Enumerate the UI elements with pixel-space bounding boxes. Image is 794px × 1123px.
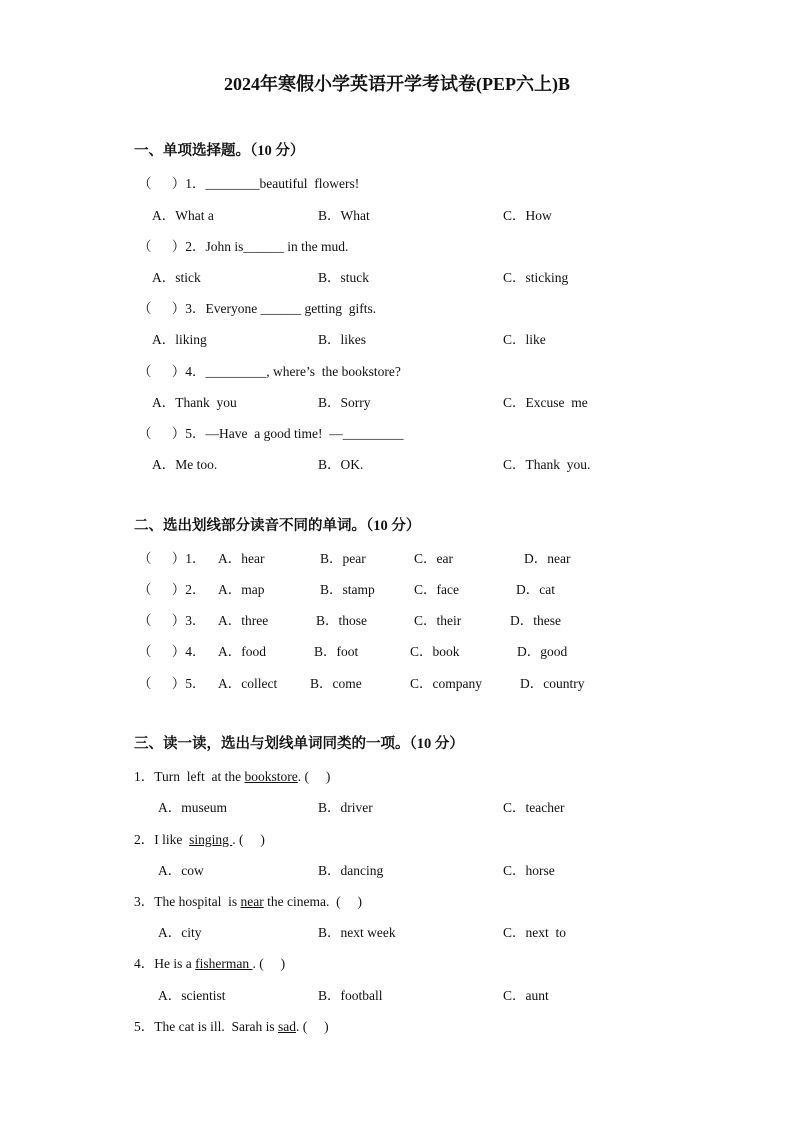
s2-r3-option-d: D．these (510, 613, 561, 628)
s1-q1-option-b: B．What (318, 208, 370, 223)
s2-row-2: （ ）2． (138, 582, 206, 597)
s2-r5-option-a: A．collect (218, 676, 278, 691)
s3-question-2: 2．I like singing . ( ) (134, 832, 265, 847)
s2-r5-option-c: C．company (410, 676, 482, 691)
s1-question-3: （ ）3．Everyone ______ getting gifts. (138, 301, 377, 316)
s1-q2-option-b: B．stuck (318, 270, 370, 285)
s3-q3-option-b: B．next week (318, 925, 396, 940)
s3-q1-option-a: A．museum (158, 800, 227, 815)
s1-q3-option-b: B．likes (318, 332, 367, 347)
s3-question-5: 5．The cat is ill. Sarah is sad. ( ) (134, 1019, 329, 1034)
s3-question-4: 4．He is a fisherman . ( ) (134, 956, 286, 971)
s2-r1-option-c: C．ear (414, 551, 453, 566)
s1-q5-option-a: A．Me too. (152, 457, 218, 472)
s2-r1-option-b: B．pear (320, 551, 366, 566)
s3-q4-option-c: C．aunt (503, 988, 549, 1003)
s3-q2-option-c: C．horse (503, 863, 555, 878)
s3-q3-option-c: C．next to (503, 925, 566, 940)
s3-q4-option-a: A．scientist (158, 988, 226, 1003)
s1-question-1: （ ）1．________beautiful flowers! (138, 176, 360, 191)
s2-r1-option-a: A．hear (218, 551, 265, 566)
s2-r5-option-d: D．country (520, 676, 585, 691)
s3-q1-option-c: C．teacher (503, 800, 565, 815)
s1-q1-option-a: A．What a (152, 208, 214, 223)
s1-q2-option-a: A．stick (152, 270, 201, 285)
s1-question-2: （ ）2．John is______ in the mud. (138, 239, 349, 254)
s3-q2-option-a: A．cow (158, 863, 204, 878)
s2-row-4: （ ）4． (138, 644, 206, 659)
s2-r5-option-b: B．come (310, 676, 362, 691)
s2-row-3: （ ）3． (138, 613, 206, 628)
s1-q1-option-c: C．How (503, 208, 552, 223)
s1-q3-option-c: C．like (503, 332, 546, 347)
s2-r3-option-c: C．their (414, 613, 462, 628)
s1-q3-option-a: A．liking (152, 332, 207, 347)
section-1-heading: 一、单项选择题。（10 分） (134, 143, 305, 159)
s1-question-4: （ ）4．_________, where’s the bookstore? (138, 364, 401, 379)
s3-q3-option-a: A．city (158, 925, 202, 940)
s1-question-5: （ ）5．—Have a good time! —_________ (138, 426, 404, 441)
s3-q2-option-b: B．dancing (318, 863, 384, 878)
s2-r1-option-d: D．near (524, 551, 571, 566)
s3-q1-option-b: B．driver (318, 800, 373, 815)
s2-r2-option-a: A．map (218, 582, 265, 597)
s1-q5-option-c: C．Thank you. (503, 457, 591, 472)
s1-q4-option-b: B．Sorry (318, 395, 371, 410)
page-title: 2024年寒假小学英语开学考试卷(PEP六上)B (224, 74, 570, 94)
s1-q4-option-a: A．Thank you (152, 395, 237, 410)
s2-r2-option-d: D．cat (516, 582, 555, 597)
s3-question-3: 3．The hospital is near the cinema. ( ) (134, 894, 362, 909)
s3-q4-option-b: B．football (318, 988, 383, 1003)
s2-r3-option-b: B．those (316, 613, 368, 628)
s2-r3-option-a: A．three (218, 613, 269, 628)
s2-r2-option-c: C．face (414, 582, 459, 597)
s1-q4-option-c: C．Excuse me (503, 395, 588, 410)
s1-q5-option-b: B．OK. (318, 457, 364, 472)
s1-q2-option-c: C．sticking (503, 270, 569, 285)
s2-r2-option-b: B．stamp (320, 582, 375, 597)
s2-r4-option-b: B．foot (314, 644, 359, 659)
s3-question-1: 1．Turn left at the bookstore. ( ) (134, 769, 331, 784)
section-3-heading: 三、读一读，选出与划线单词同类的一项。（10 分） (134, 736, 464, 752)
s2-r4-option-a: A．food (218, 644, 266, 659)
s2-row-5: （ ）5． (138, 676, 206, 691)
s2-r4-option-d: D．good (517, 644, 568, 659)
section-2-heading: 二、选出划线部分读音不同的单词。（10 分） (134, 518, 421, 534)
s2-row-1: （ ）1． (138, 551, 206, 566)
s2-r4-option-c: C．book (410, 644, 460, 659)
